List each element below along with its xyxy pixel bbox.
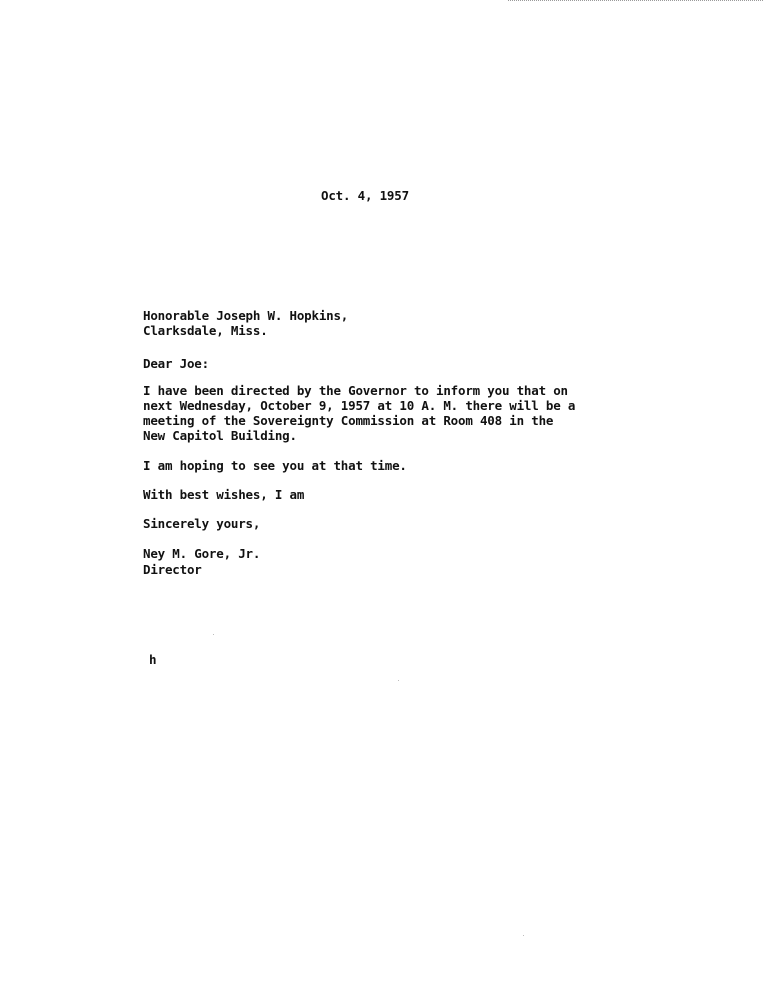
- signature-title: Director: [143, 562, 202, 577]
- recipient-city-line: Clarksdale, Miss.: [143, 323, 268, 338]
- body-paragraph-2: I am hoping to see you at that time.: [143, 458, 407, 473]
- body-paragraph-1-line: I have been directed by the Governor to inform you that on: [143, 383, 568, 398]
- scan-speck: [398, 680, 399, 681]
- scan-speck: [523, 935, 524, 936]
- complimentary-closing: Sincerely yours,: [143, 516, 261, 531]
- signature-name: Ney M. Gore, Jr.: [143, 546, 261, 561]
- scan-edge-dotted-line: [508, 0, 763, 1]
- body-paragraph-1-line: meeting of the Sovereignty Commission at Room 408 in the: [143, 413, 554, 428]
- body-paragraph-1-line: next Wednesday, October 9, 1957 at 10 A. M. there will be a: [143, 398, 576, 413]
- salutation: Dear Joe:: [143, 356, 209, 371]
- recipient-name-line: Honorable Joseph W. Hopkins,: [143, 308, 349, 323]
- body-paragraph-1-line: New Capitol Building.: [143, 428, 297, 443]
- letter-date: Oct. 4, 1957: [321, 188, 409, 203]
- body-paragraph-3: With best wishes, I am: [143, 487, 305, 502]
- scan-speck: [213, 634, 214, 635]
- typist-initial: h: [149, 652, 157, 667]
